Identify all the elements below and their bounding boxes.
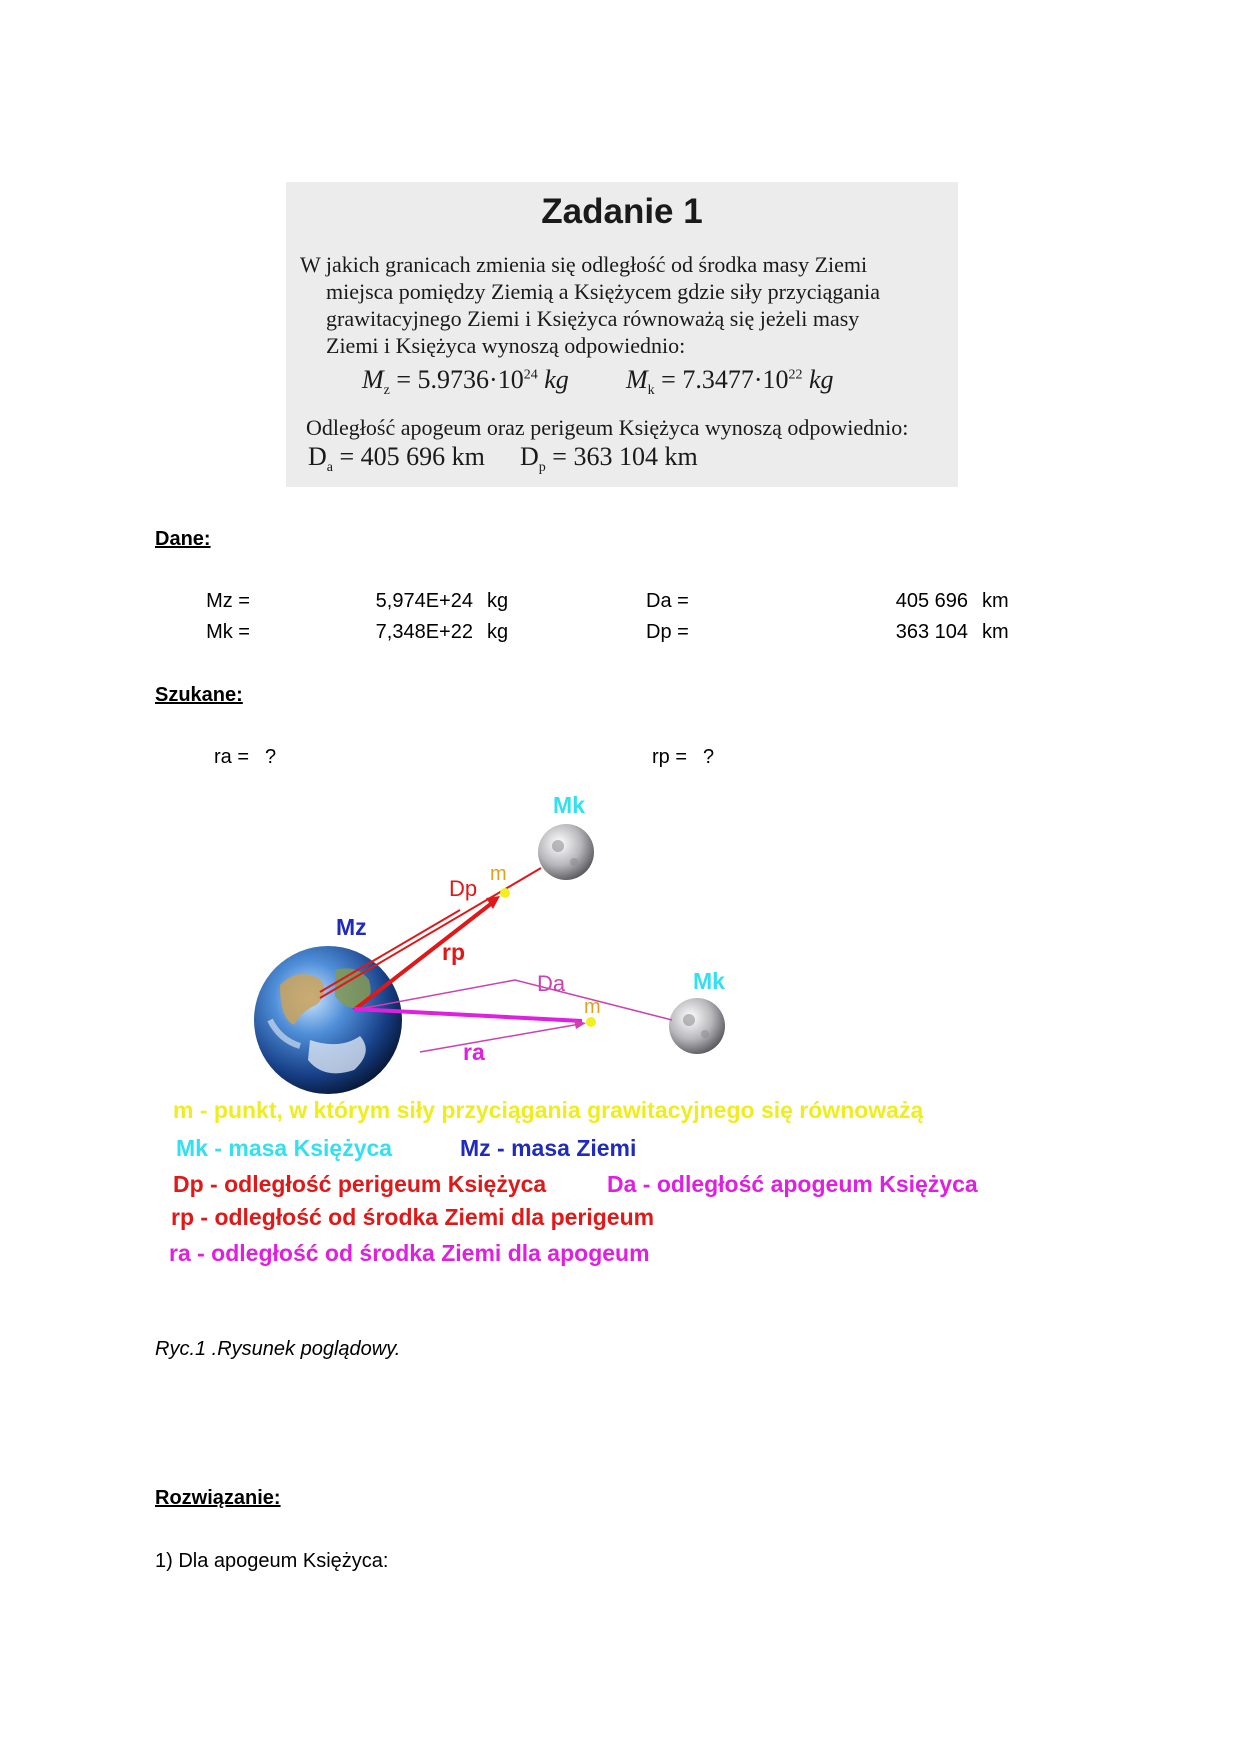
rp-value: ? <box>703 746 715 768</box>
m-top-label: m <box>490 863 507 885</box>
rozwiazanie-heading: Rozwiązanie: <box>155 1487 281 1509</box>
task-line-4: Ziemi i Księżyca wynoszą odpowiednio: <box>326 333 686 358</box>
mz-value: 5,974E+24 <box>375 590 473 612</box>
dp-diagram-label: Dp <box>449 876 478 901</box>
dp-unit: km <box>982 621 1009 643</box>
ra-diagram-label: ra <box>463 1039 485 1065</box>
legend-m: m - punkt, w którym siły przyciągania grawitacyjnego się równoważą <box>173 1097 924 1123</box>
moon-apogee <box>669 998 725 1054</box>
earth-globe <box>254 946 402 1094</box>
ra-value: ? <box>265 746 277 768</box>
moon-perigee <box>538 824 594 880</box>
legend-mk: Mk - masa Księżyca <box>176 1135 393 1161</box>
task-box <box>286 182 958 487</box>
ra-label: ra = <box>214 746 250 768</box>
apogee-line: Odległość apogeum oraz perigeum Księżyca wynoszą odpowiednio: <box>306 415 909 440</box>
legend-da: Da - odległość apogeum Księżyca <box>607 1171 978 1197</box>
legend-mz: Mz - masa Ziemi <box>460 1135 637 1161</box>
rp-diagram-label: rp <box>442 939 465 965</box>
mk-top-label: Mk <box>553 792 585 818</box>
da-formula: $D_a = 405$ 696 km <box>308 442 485 476</box>
mz-diagram-label: Mz <box>336 914 367 940</box>
figure-caption: Ryc.1 .Rysunek poglądowy. <box>155 1338 401 1360</box>
legend-dp: Dp - odległość perigeum Księżyca <box>173 1171 547 1197</box>
mz-unit: kg <box>487 590 509 612</box>
task-line-2: miejsca pomiędzy Ziemią a Księżycem gdzie siły przyciągania <box>326 279 881 304</box>
da-diagram-label: Da <box>537 971 566 996</box>
legend-rp: rp - odległość od środka Ziemi dla perigeum <box>171 1204 655 1230</box>
dp-label: Dp = <box>646 621 689 643</box>
mz-formula: $M_z = 5.9736\cdot 10^{24}$ kg <box>362 365 569 399</box>
step-1: 1) Dla apogeum Księżyca: <box>155 1550 389 1572</box>
dp-value: 363 104 <box>895 621 968 643</box>
dane-heading: Dane: <box>155 528 211 550</box>
task-line-1: W jakich granicach zmienia się odległość od środka masy Ziemi <box>300 252 868 277</box>
mk-unit: kg <box>487 621 509 643</box>
mk-value: 7,348E+22 <box>375 621 473 643</box>
task-title: Zadanie 1 <box>541 192 703 231</box>
da-value: 405 696 <box>895 590 968 612</box>
m-bottom-label: m <box>584 996 601 1018</box>
task-line-3: grawitacyjnego Ziemi i Księżyca równoważą się jeżeli masy <box>326 306 860 331</box>
mz-label: Mz = <box>206 590 250 612</box>
ra-arrow-line <box>420 1024 580 1052</box>
da-label: Da = <box>646 590 689 612</box>
m-point-apogee <box>586 1017 596 1027</box>
dp-formula: $D_p = 363$ 104 km <box>520 442 698 476</box>
mk-formula: $M_k = 7.3477\cdot 10^{22}$ kg <box>626 365 834 399</box>
mk-label: Mk = <box>206 621 250 643</box>
rp-label: rp = <box>652 746 688 768</box>
mk-right-label: Mk <box>693 968 725 994</box>
rp-line <box>354 903 492 1010</box>
da-unit: km <box>982 590 1009 612</box>
szukane-heading: Szukane: <box>155 684 243 706</box>
legend-ra: ra - odległość od środka Ziemi dla apogeum <box>169 1240 650 1266</box>
m-point-perigee <box>500 888 510 898</box>
